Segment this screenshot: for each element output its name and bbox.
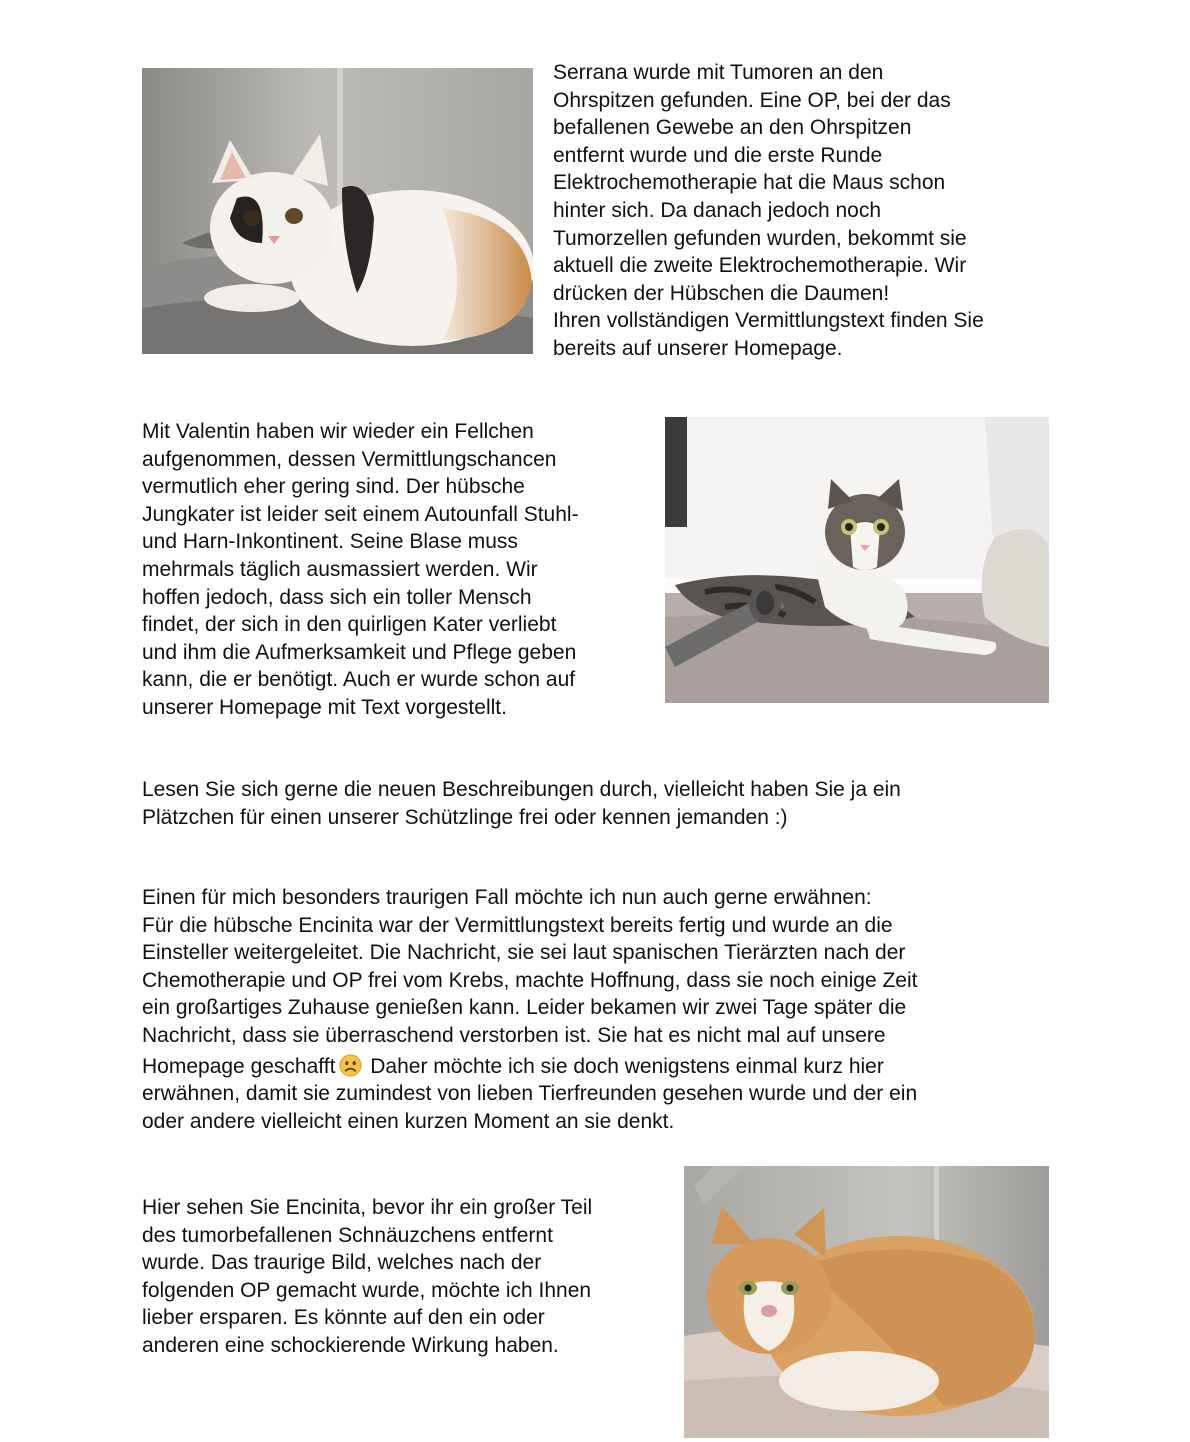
- valentin-text: [142, 418, 652, 722]
- text-line: Lesen Sie sich gerne die neuen Beschreibungen durch, vielleicht haben Sie ja ein: [142, 778, 901, 801]
- text-line: befallenen Gewebe an den Ohrspitzen: [553, 116, 912, 140]
- text-line: Für die hübsche Encinita war der Vermittlungstext bereits fertig und wurde an die: [142, 913, 893, 937]
- cat-photo-tabby-white-cat: [665, 417, 1049, 703]
- text-line: bereits auf unserer Homepage.: [553, 336, 843, 360]
- text-line: mehrmals täglich ausmassiert werden. Wir: [142, 557, 538, 581]
- cat-photo-orange-white-cat: [684, 1166, 1049, 1438]
- text-line: ein großartiges Zuhause genießen kann. Leider bekamen wir zwei Tage später die: [142, 996, 907, 1020]
- valentin-description: [142, 418, 652, 722]
- text-line: vermutlich eher gering sind. Der hübsche: [142, 475, 525, 499]
- text-line: hinter sich. Da danach jedoch noch: [553, 198, 882, 222]
- text-line: oder andere vielleicht einen kurzen Moment an sie denkt.: [142, 1109, 675, 1133]
- text-line: kann, die er benötigt. Auch er wurde schon auf: [142, 668, 576, 692]
- serrana-text: [553, 59, 1073, 363]
- text-line: wurde. Das traurige Bild, welches nach der: [142, 1251, 542, 1275]
- text-line: und Harn-Inkontinent. Seine Blase muss: [142, 530, 518, 554]
- invite-paragraph: [142, 776, 1062, 831]
- invite-text: [142, 776, 1062, 831]
- text-line: unserer Homepage mit Text vorgestellt.: [142, 695, 507, 719]
- encinita-photo-description: [142, 1194, 672, 1360]
- text-line: Elektrochemotherapie hat die Maus schon: [553, 171, 946, 195]
- encinita-photo: [684, 1166, 1049, 1438]
- text-line: anderen eine schockierende Wirkung haben.: [142, 1333, 559, 1357]
- text-segment: Homepage geschafft: [142, 1054, 336, 1078]
- text-line: aktuell die zweite Elektrochemotherapie. Wir: [553, 254, 967, 278]
- text-line: Ihren vollständigen Vermittlungstext finden Sie: [553, 309, 984, 333]
- text-line: lieber ersparen. Es könnte auf den ein oder: [142, 1306, 545, 1330]
- text-line: hoffen jedoch, dass sich ein toller Mensch: [142, 585, 532, 609]
- text-line: Jungkater ist leider seit einem Autounfall Stuhl-: [142, 502, 579, 526]
- serrana-description: [553, 59, 1073, 363]
- text-line: drücken der Hübschen die Daumen!: [553, 281, 890, 305]
- text-line: erwähnen, damit sie zumindest von lieben Tierfreunden gesehen wurde und der ein: [142, 1082, 918, 1106]
- text-line: Tumorzellen gefunden wurden, bekommt sie: [553, 226, 967, 250]
- text-line: Nachricht, dass sie überraschend verstorben ist. Sie hat es nicht mal auf unsere: [142, 1023, 886, 1047]
- valentin-photo: [665, 417, 1049, 703]
- text-line: und ihm die Aufmerksamkeit und Pflege geben: [142, 640, 577, 664]
- text-line: Serrana wurde mit Tumoren an den: [553, 61, 884, 84]
- encinita-photo-text: [142, 1194, 672, 1360]
- encinita-story-text: [142, 884, 1062, 1135]
- text-segment: Daher möchte ich sie doch wenigstens einmal kurz hier: [370, 1054, 884, 1078]
- text-line: entfernt wurde und die erste Runde: [553, 143, 883, 167]
- text-line: Mit Valentin haben wir wieder ein Fellchen: [142, 420, 534, 443]
- encinita-story-paragraph: [142, 884, 1062, 1135]
- text-line: Hier sehen Sie Encinita, bevor ihr ein großer Teil: [142, 1196, 593, 1219]
- text-line: findet, der sich in den quirligen Kater verliebt: [142, 613, 557, 637]
- text-line: aufgenommen, dessen Vermittlungschancen: [142, 447, 557, 471]
- text-line: Einsteller weitergeleitet. Die Nachricht, sie sei laut spanischen Tierärzten nach der: [142, 941, 906, 965]
- emoji-text-line: [142, 1053, 1062, 1081]
- sad-face-icon: [339, 1054, 362, 1077]
- text-line: Einen für mich besonders traurigen Fall möchte ich nun auch gerne erwähnen:: [142, 886, 872, 909]
- text-line: folgenden OP gemacht wurde, möchte ich Ihnen: [142, 1278, 592, 1302]
- text-line: Ohrspitzen gefunden. Eine OP, bei der das: [553, 88, 951, 112]
- text-line: des tumorbefallenen Schnäuzchens entfernt: [142, 1223, 553, 1247]
- cat-photo-white-calico-cat: [142, 68, 533, 354]
- text-line: Chemotherapie und OP frei vom Krebs, machte Hoffnung, dass sie noch einige Zeit: [142, 968, 918, 992]
- text-line: Plätzchen für einen unserer Schützlinge frei oder kennen jemanden :): [142, 805, 788, 829]
- serrana-photo: [142, 68, 533, 354]
